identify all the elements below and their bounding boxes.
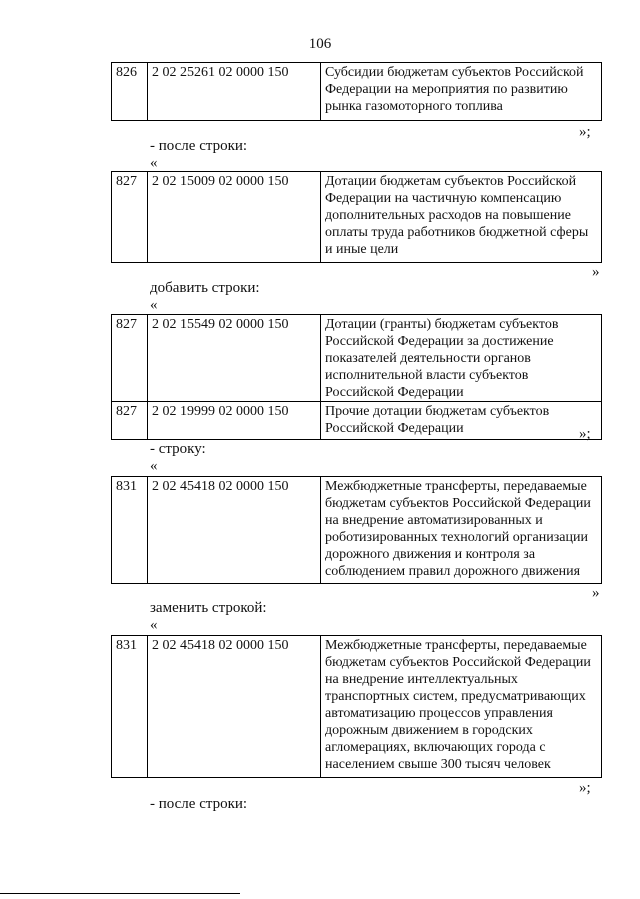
instruction-text: - после строки: <box>150 796 248 812</box>
admin-code-cell: 831 <box>112 636 148 778</box>
admin-code-cell: 827 <box>112 315 148 402</box>
closing-quote: » <box>592 585 600 601</box>
table-row <box>112 315 602 402</box>
admin-code-cell: 827 <box>112 172 148 263</box>
description-cell: Межбюджетные трансферты, передаваемые бюджетам субъектов Российской Федерации на внедрение интеллектуальных транспортных систем, предусматривающих автоматизацию процессов управления дорожным движением в городских агломерациях, включающих города с населением свыше 300 тысяч человек <box>321 636 602 778</box>
kbk-code-cell: 2 02 45418 02 0000 150 <box>148 636 321 778</box>
table-row <box>112 172 602 263</box>
opening-quote: « <box>150 155 158 171</box>
kbk-code-cell: 2 02 15549 02 0000 150 <box>148 315 321 402</box>
description-cell: Дотации бюджетам субъектов Российской Федерации на частичную компенсацию дополнительных расходов на повышение оплаты труда работников бюджетной сферы и иные цели <box>321 172 602 263</box>
instruction-text: заменить строкой: <box>150 600 267 616</box>
admin-code-cell: 831 <box>112 477 148 584</box>
table-row <box>112 636 602 778</box>
table-row <box>112 402 602 440</box>
budget-table <box>111 635 602 778</box>
budget-table <box>111 171 602 263</box>
table-row <box>112 477 602 584</box>
description-cell: Субсидии бюджетам субъектов Российской Федерации на мероприятия по развитию рынка газомоторного топлива <box>321 63 602 121</box>
table-row <box>112 63 602 121</box>
instruction-text: добавить строки: <box>150 280 260 296</box>
description-cell: Прочие дотации бюджетам субъектов Российской Федерации <box>321 402 602 440</box>
admin-code-cell: 826 <box>112 63 148 121</box>
admin-code-cell: 827 <box>112 402 148 440</box>
closing-quote: »; <box>579 124 591 140</box>
kbk-code-cell: 2 02 45418 02 0000 150 <box>148 477 321 584</box>
budget-table <box>111 476 602 584</box>
closing-quote: »; <box>579 780 591 796</box>
budget-table <box>111 314 602 440</box>
description-cell: Межбюджетные трансферты, передаваемые бюджетам субъектов Российской Федерации на внедрение автоматизированных и роботизированных технологий организации дорожного движения и контроля за соблюдением правил дорожного движения <box>321 477 602 584</box>
opening-quote: « <box>150 297 158 313</box>
kbk-code-cell: 2 02 25261 02 0000 150 <box>148 63 321 121</box>
closing-quote: »; <box>579 426 591 442</box>
instruction-text: - строку: <box>150 441 206 457</box>
opening-quote: « <box>150 617 158 633</box>
instruction-text: - после строки: <box>150 138 248 154</box>
kbk-code-cell: 2 02 15009 02 0000 150 <box>148 172 321 263</box>
kbk-code-cell: 2 02 19999 02 0000 150 <box>148 402 321 440</box>
opening-quote: « <box>150 458 158 474</box>
page-number: 106 <box>308 36 332 52</box>
closing-quote: » <box>592 264 600 280</box>
description-cell: Дотации (гранты) бюджетам субъектов Российской Федерации за достижение показателей деятельности органов исполнительной власти субъектов Российской Федерации <box>321 315 602 402</box>
footer-divider <box>0 893 240 894</box>
budget-table <box>111 62 602 121</box>
